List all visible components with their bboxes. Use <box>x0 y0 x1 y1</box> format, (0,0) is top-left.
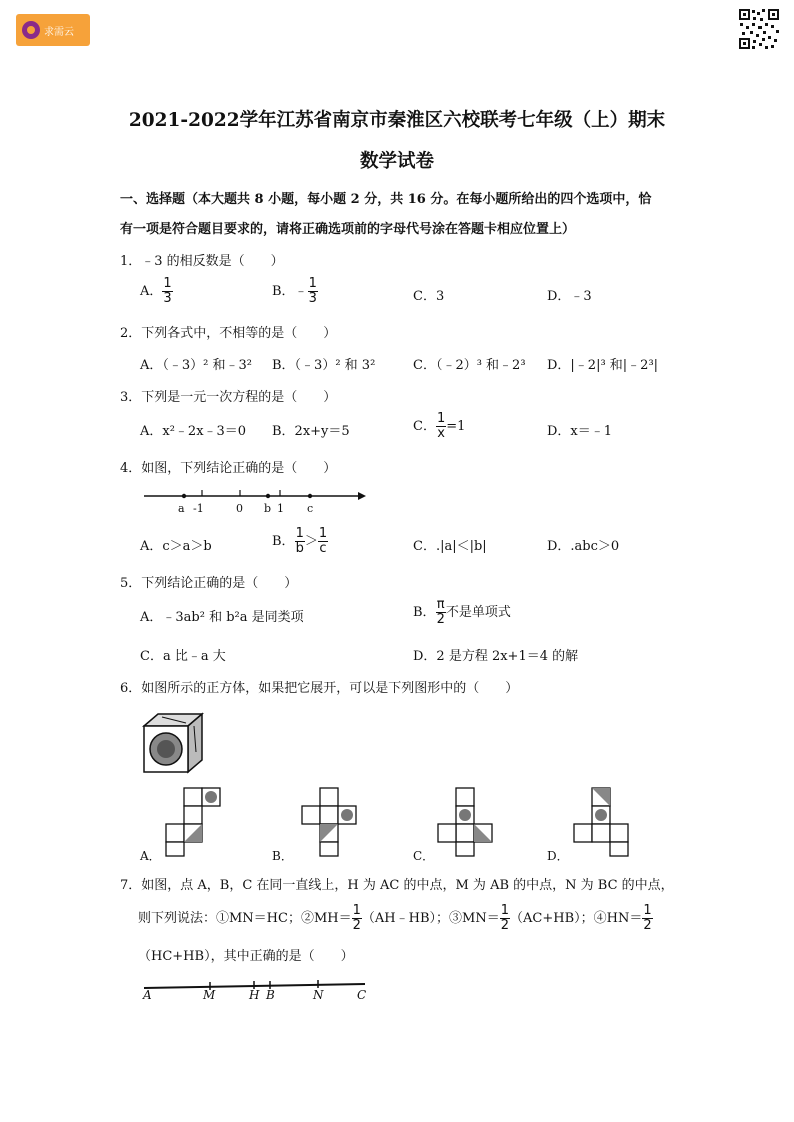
numberline-label-a: a <box>178 502 185 515</box>
q4-option-d: D．.abc＞0 <box>547 539 620 554</box>
q6-net-d <box>572 786 634 858</box>
brand-logo <box>16 14 90 46</box>
q2-option-d: D．|﹣2|³ 和|﹣2³| <box>547 358 659 373</box>
q2-option-b: B．（﹣3）² 和 3² <box>272 358 376 373</box>
logo-icon <box>22 21 40 39</box>
q4-stem: 4．如图，下列结论正确的是（ ） <box>120 461 337 476</box>
q6-option-a-label: A． <box>140 849 161 863</box>
q1-option-b: B．﹣ $\frac{1}{3}$ <box>272 276 317 306</box>
q4-option-b: B． $\frac{1}{b}$ ＞ $\frac{1}{c}$ <box>272 526 328 556</box>
q3-option-d: D．x＝﹣1 <box>547 424 613 439</box>
q3-option-b: B．2x+y＝5 <box>272 424 350 439</box>
q5-option-d: D．2 是方程 2x+1＝4 的解 <box>413 649 579 664</box>
numberline-label-b: b <box>264 502 272 515</box>
q4-option-a: A．c＞a＞b <box>140 539 212 554</box>
q4-number-line <box>140 484 370 520</box>
numberline-label-0: 0 <box>236 502 243 515</box>
q6-cube-figure <box>142 712 206 774</box>
q3-option-c: C． $\frac{1}{x}$ =1 <box>413 411 466 441</box>
q3-stem: 3．下列是一元一次方程的是（ ） <box>120 390 337 405</box>
q7-point-h: H <box>249 988 260 1002</box>
q7-point-b: B <box>266 988 275 1002</box>
q5-option-c: C．a 比﹣a 大 <box>140 649 226 664</box>
logo-text: 求需云 <box>44 26 74 38</box>
q4-option-c: C．.|a|＜|b| <box>413 539 487 554</box>
page-subtitle: 数学试卷 <box>359 151 434 172</box>
q7-segment-figure <box>140 978 380 1008</box>
q6-option-b-label: B． <box>272 849 293 863</box>
q7-line3: （HC+HB），其中正确的是（ ） <box>138 949 354 964</box>
q7-line2: 则下列说法：①MN＝HC；②MH＝ $\frac{1}{2}$ （AH﹣HB）；③MN＝ $\frac{1}{2}$ （AC+HB）；④HN＝ $\frac{1}{2}$ <box>138 903 652 933</box>
section-instructions-line1: 一、选择题（本大题共 8 小题，每小题 2 分，共 16 分。在每小题所给出的四个选项中，恰 <box>120 192 652 207</box>
qr-code-icon <box>738 8 780 50</box>
q2-option-c: C．（﹣2）³ 和﹣2³ <box>413 358 526 373</box>
q2-option-a: A．（﹣3）² 和﹣3² <box>140 358 252 373</box>
q6-option-c-label: C． <box>413 849 435 863</box>
q7-point-c: C <box>357 988 367 1002</box>
q1-option-d: D．﹣3 <box>547 289 592 304</box>
numberline-label-1: 1 <box>277 502 284 515</box>
q6-net-b <box>300 786 360 858</box>
q6-stem: 6．如图所示的正方体，如果把它展开，可以是下列图形中的（ ） <box>120 681 519 696</box>
numberline-label-minus1: -1 <box>193 502 204 515</box>
section-instructions-line2: 有一项是符合题目要求的，请将正确选项前的字母代号涂在答题卡相应位置上） <box>120 222 576 237</box>
q7-point-n: N <box>313 988 324 1002</box>
q7-point-m: M <box>203 988 216 1002</box>
q6-net-a <box>164 786 224 858</box>
q2-stem: 2．下列各式中，不相等的是（ ） <box>120 326 337 341</box>
page-title: 2021-2022学年江苏省南京市秦淮区六校联考七年级（上）期末 <box>128 110 666 131</box>
q3-option-a: A．x²﹣2x﹣3＝0 <box>140 424 247 439</box>
q1-option-c: C．3 <box>413 289 445 304</box>
q7-point-a: A <box>143 988 152 1002</box>
numberline-label-c: c <box>307 502 314 515</box>
q6-option-d-label: D． <box>547 849 569 863</box>
q5-stem: 5．下列结论正确的是（ ） <box>120 576 298 591</box>
q1-stem: 1．﹣3 的相反数是（ ） <box>120 254 284 269</box>
q5-option-b: B． $\frac{\pi}{2}$ 不是单项式 <box>413 597 511 627</box>
q5-option-a: A．﹣3ab² 和 b²a 是同类项 <box>140 610 304 625</box>
q1-option-a: A． $\frac{1}{3}$ <box>140 276 172 306</box>
q6-net-c <box>436 786 496 858</box>
q7-line1: 7．如图，点 A，B，C 在同一直线上，H 为 AC 的中点，M 为 AB 的中点，N 为 BC 的中点， <box>120 878 674 893</box>
